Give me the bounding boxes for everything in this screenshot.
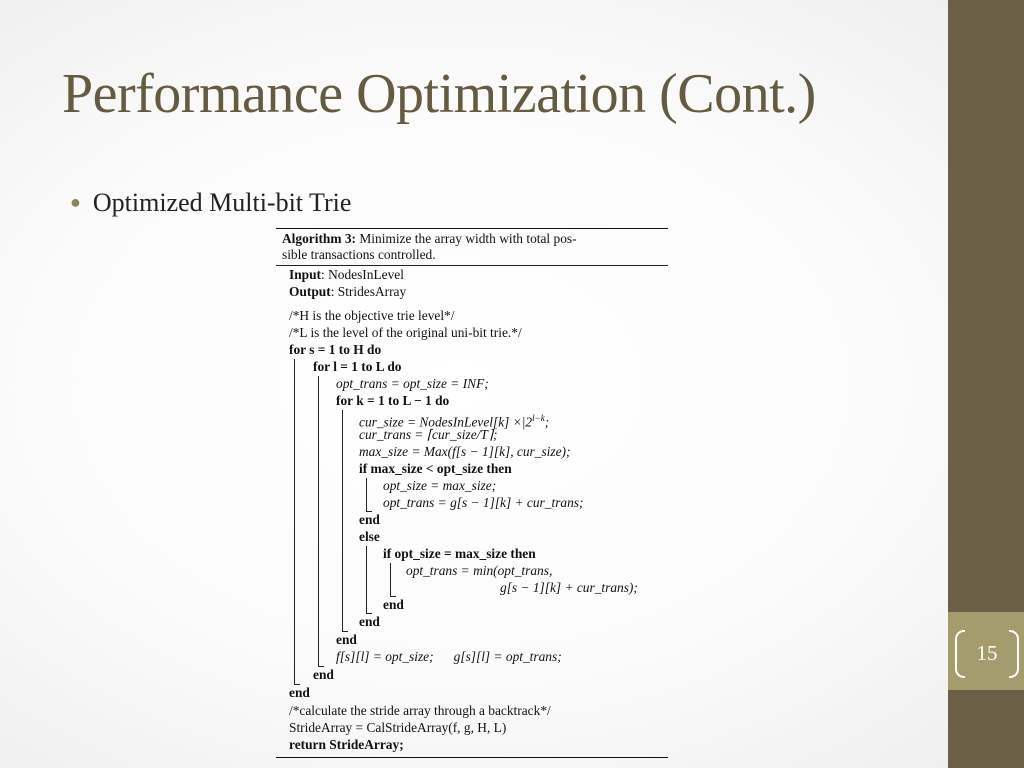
block-bar-for-k — [342, 410, 343, 631]
output-label: Output — [289, 284, 331, 299]
block-hook-if-1 — [366, 511, 372, 512]
bullet-text: Optimized Multi-bit Trie — [92, 188, 352, 217]
cur-size-text: cur_size = NodesInLevel[k] ×|2 — [359, 414, 533, 430]
end-for-l-line: end — [313, 667, 334, 682]
input-label: Input — [289, 267, 322, 282]
comment-h: /*H is the objective trie level*/ — [289, 308, 455, 323]
for-l-line: for l = 1 to L do — [313, 359, 402, 374]
for-s-line: for s = 1 to H do — [289, 342, 382, 357]
algorithm-caption-label: Algorithm 3: — [282, 231, 357, 246]
assign-fg-line: f[s][l] = opt_size; g[s][l] = opt_trans; — [336, 649, 562, 664]
block-bar-if-1 — [366, 478, 367, 511]
block-bar-for-s — [294, 359, 295, 684]
bullet-item — [70, 188, 351, 218]
block-hook-for-l — [318, 666, 324, 667]
bottom-rule — [276, 757, 668, 758]
algorithm-caption-text: Minimize the array width with total pos- — [359, 231, 577, 246]
block-hook-if-2 — [390, 596, 396, 597]
cur-size-tail: ; — [544, 414, 550, 430]
max-size-line: max_size = Max(f[s − 1][k], cur_size); — [359, 444, 571, 459]
bullet-dot-icon: ● — [70, 192, 81, 212]
slide-title: Performance Optimization (Cont.) — [62, 63, 816, 125]
for-k-line: for k = 1 to L − 1 do — [336, 393, 450, 408]
algorithm-box — [276, 228, 668, 759]
block-bar-if-2 — [390, 563, 391, 596]
input-line — [289, 267, 404, 283]
stride-call-line: StrideArray = CalStrideArray(f, g, H, L) — [289, 720, 507, 735]
caption-rule — [276, 265, 668, 266]
block-bar-for-l — [318, 376, 319, 666]
end-if-2-line: end — [383, 597, 404, 612]
algorithm-caption-line-1 — [282, 231, 577, 247]
comment-l: /*L is the level of the original uni-bit trie.*/ — [289, 325, 522, 340]
cur-trans-line: cur_trans = ⌈cur_size/T⌉; — [359, 427, 498, 442]
end-if-1-line: end — [359, 512, 380, 527]
min-line-2: g[s − 1][k] + cur_trans); — [500, 580, 638, 595]
block-bar-else — [366, 546, 367, 613]
block-hook-for-s — [294, 684, 300, 685]
top-rule — [276, 228, 668, 229]
algorithm-caption-line-2: sible transactions controlled. — [282, 247, 436, 262]
page-number: 15 — [976, 641, 998, 665]
assign-size-line: opt_size = max_size; — [383, 478, 497, 493]
min-line-1: opt_trans = min(opt_trans, — [406, 563, 553, 578]
comment-backtrack: /*calculate the stride array through a backtrack*/ — [289, 703, 551, 718]
cur-size-exponent: l−k — [532, 413, 545, 423]
return-line: return StrideArray; — [289, 737, 404, 752]
if-1-line: if max_size < opt_size then — [359, 461, 512, 476]
else-line: else — [359, 529, 380, 544]
page-number-badge — [955, 630, 1019, 676]
output-value: : StridesArray — [330, 284, 407, 299]
if-2-line: if opt_size = max_size then — [383, 546, 536, 561]
input-value: : NodesInLevel — [321, 267, 404, 282]
output-line — [289, 284, 406, 300]
assign-trans-line: opt_trans = g[s − 1][k] + cur_trans; — [383, 495, 584, 510]
block-hook-else — [366, 613, 372, 614]
end-for-k-line: end — [336, 632, 357, 647]
init-line: opt_trans = opt_size = INF; — [336, 376, 489, 391]
end-for-s-line: end — [289, 685, 310, 700]
block-hook-for-k — [342, 631, 348, 632]
end-else-line: end — [359, 614, 380, 629]
